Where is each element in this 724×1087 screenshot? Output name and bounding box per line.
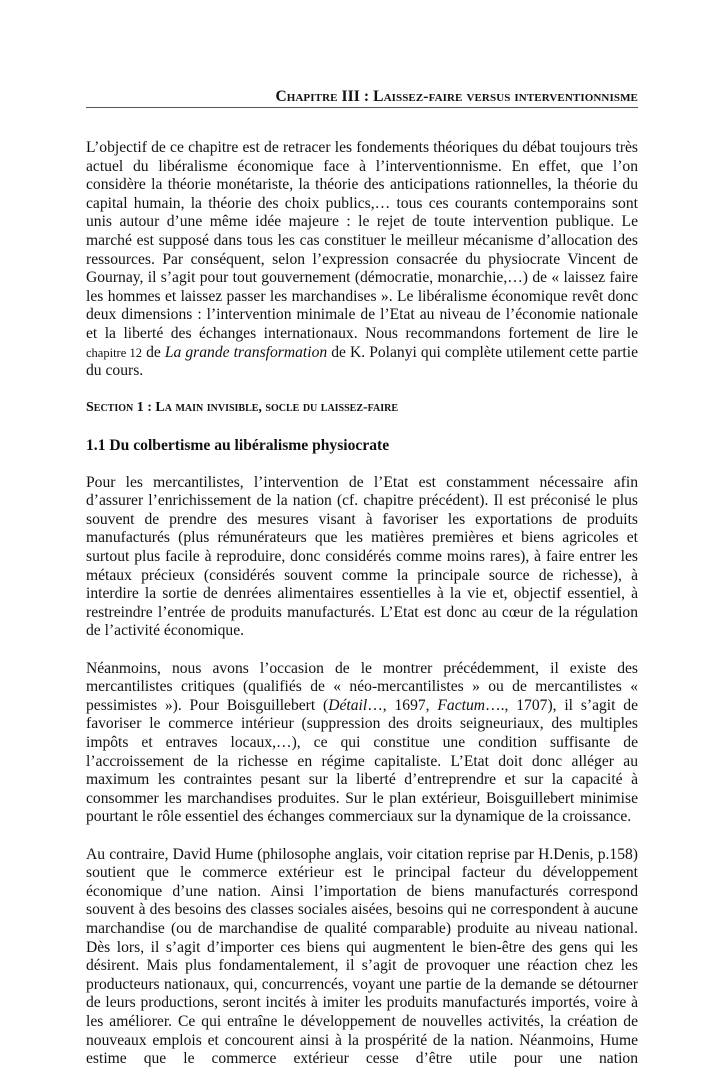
- chapter-header: Chapitre III : Laissez-faire versus interventionnisme: [275, 88, 638, 105]
- header-rule: [86, 107, 638, 108]
- book-title: La grande transformation: [164, 343, 328, 361]
- paragraph-hume: Au contraire, David Hume (philosophe anglais, voir citation reprise par H.Denis, p.158) soutient que le commerce extérieur est le principal facteur du développement économique d’une nation. Ainsi l’importation de biens manufacturés correspond souvent à des besoins des classes sociales aisées, besoins qui ne correspondent à aucune marchandise (ou de marchandise de qualité comparable) produite au niveau national. Dès lors, il s’agit d’importer ces biens qui augmentent le bien-être des gens qui les désirent. Mais plus fondamentalement, il s’agit de provoquer une réaction chez les producteurs nationaux, qui, concurrencés, voyant une partie de la demande se détourner de leurs productions, seront incités à imiter les produits manufacturés importés, voire à les améliorer. Ce qui entraîne le développement de nouvelles activités, la création de nouveaux emplois et concourent ainsi à la prospérité de la nation. Néanmoins, Hume estime que le commerce extérieur cesse d’être utile pour une nation: [86, 845, 638, 1068]
- paragraph-neanmoins: Néanmoins, nous avons l’occasion de le montrer précédemment, il existe des mercantilistes critiques (qualifiés de « néo-mercantilistes » ou de mercantilistes « pessimistes »). Pour Boisguillebert (Détail…, 1697, Factum…., 1707), il s’agit de favoriser le commerce intérieur (suppression des droits seigneuriaux, des multiples impôts et entraves locaux,…), ce qui constitue une condition suffisante de l’accroissement de la richesse en régime capitaliste. L’Etat doit donc alléger au maximum les contraintes pesant sur la liberté d’entreprendre et sur la capacité à consommer les marchandises produites. Sur le plan extérieur, Boisguillebert minimise pourtant le rôle essentiel des échanges commerciaux sur la dynamique de la croissance.: [86, 659, 639, 826]
- document-body: [86, 139, 638, 1087]
- work-title: Factum: [437, 696, 486, 714]
- subsection-heading: 1.1 Du colbertisme au libéralisme physiocrate: [86, 436, 390, 454]
- work-title: Détail: [328, 696, 368, 714]
- paragraph-mercantilistes: Pour les mercantilistes, l’intervention de l’Etat est constamment nécessaire afin d’assurer l’enrichissement de la nation (cf. chapitre précédent). Il est préconisé le plus souvent de prendre des mesures visant à favoriser les exportations de produits manufacturés (plus rémunérateurs que les matières premières et biens agricoles et surtout plus facile à reproduire, donc considérés comme moins rares), à faire entrer les métaux précieux (considérés souvent comme la principale source de richesse), à interdire la sortie de denrées alimentaires essentielles à la vie et, objectif essentiel, à restreindre l’entrée de produits manufacturés. L’Etat est donc au cœur de la régulation de l’activité économique.: [86, 473, 638, 640]
- chapter-reference: chapitre 12: [86, 345, 143, 360]
- section-heading: Section 1 : La main invisible, socle du laissez-faire: [86, 400, 399, 416]
- intro-paragraph: L’objectif de ce chapitre est de retracer les fondements théoriques du débat toujours très actuel du libéralisme économique face à l’interventionnisme. En effet, que l’on considère la théorie monétariste, la théorie des anticipations rationnelles, la théorie du capital humain, la théorie des choix publics,… tous ces courants contemporains sont unis autour d’une même idée majeure : le rejet de toute intervention publique. Le marché est supposé dans tous les cas constituer le meilleur mécanisme d’allocation des ressources. Par conséquent, selon l’expression consacrée du physiocrate Vincent de Gournay, il s’agit pour tout gouvernement (démocratie, monarchie,…) de « laissez faire les hommes et laissez passer les marchandises ». Le libéralisme économique revêt donc deux dimensions : l’intervention minimale de l’Etat au niveau de l’économie nationale et la liberté des échanges internationaux. Nous recommandons fortement de lire le chapitre 12 de La grande transformation de K. Polanyi qui complète utilement cette partie du cours.: [86, 139, 638, 380]
